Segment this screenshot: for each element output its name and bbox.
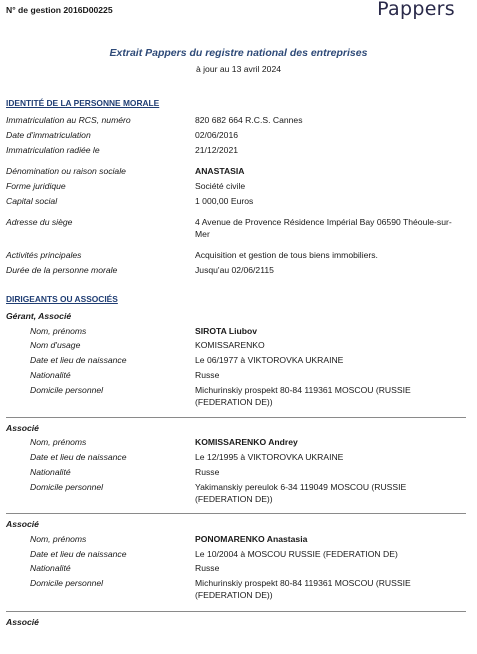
document-title: Extrait Pappers du registre national des entreprises (109, 47, 368, 59)
field-label: Nationalité (30, 467, 71, 477)
group-role: Associé (6, 617, 39, 627)
separator (6, 513, 466, 514)
field-label: Domicile personnel (30, 385, 104, 395)
field-label: Immatriculation au RCS, numéro (6, 115, 131, 125)
field-label: Date et lieu de naissance (30, 452, 127, 462)
field-value: KOMISSARENKO Andrey (195, 437, 298, 447)
field-value: Jusqu'au 02/06/2115 (195, 265, 274, 275)
field-value: Yakimanskiy pereulok 6-34 119049 MOSCOU (RUSSIE (FEDERATION DE)) (195, 482, 407, 504)
field-value: Le 10/2004 à MOSCOU RUSSIE (FEDERATION DE) (195, 549, 398, 559)
field-label: Capital social (6, 196, 58, 206)
field-label: Domicile personnel (30, 578, 104, 588)
field-label: Nom, prénoms (30, 437, 87, 447)
document-date: à jour au 13 avril 2024 (195, 64, 282, 74)
field-label: Adresse du siège (6, 217, 73, 227)
field-value: Russe (195, 563, 220, 573)
group-role: Associé (6, 423, 39, 433)
field-value: Michurinskiy prospekt 80-84 119361 MOSCOU (RUSSIE (FEDERATION DE)) (195, 385, 411, 407)
field-value: Russe (195, 467, 220, 477)
section-identite-title: IDENTITÉ DE LA PERSONNE MORALE (6, 98, 160, 108)
group-role: Gérant, Associé (6, 311, 72, 321)
field-value: ANASTASIA (195, 166, 245, 176)
field-label: Activités principales (6, 250, 82, 260)
field-label: Nom, prénoms (30, 534, 87, 544)
field-value: PONOMARENKO Anastasia (195, 534, 308, 544)
separator (6, 611, 466, 612)
field-label: Forme juridique (6, 181, 66, 191)
field-value: 1 000,00 Euros (195, 196, 254, 206)
field-value: 21/12/2021 (195, 145, 239, 155)
doc-number: N° de gestion 2016D00225 (6, 5, 113, 15)
field-value: Société civile (195, 181, 246, 191)
field-value: Le 06/1977 à VIKTOROVKA UKRAINE (195, 355, 344, 365)
field-value: Acquisition et gestion de tous biens immobiliers. (195, 250, 378, 260)
field-value: 02/06/2016 (195, 130, 239, 140)
field-label: Date et lieu de naissance (30, 549, 127, 559)
group-role: Associé (6, 519, 39, 529)
field-label: Nom d'usage (30, 340, 81, 350)
field-value: SIROTA Liubov (195, 326, 258, 336)
field-label: Nom, prénoms (30, 326, 87, 336)
field-label: Nationalité (30, 370, 71, 380)
field-value: 4 Avenue de Provence Résidence Impérial Bay 06590 Théoule-sur-Mer (195, 217, 452, 239)
field-value: 820 682 664 R.C.S. Cannes (195, 115, 303, 125)
field-value: Russe (195, 370, 220, 380)
field-value: Michurinskiy prospekt 80-84 119361 MOSCOU (RUSSIE (FEDERATION DE)) (195, 578, 411, 600)
section-dirigeants-title: DIRIGEANTS OU ASSOCIÉS (6, 294, 118, 304)
field-label: Date d'immatriculation (6, 130, 91, 140)
field-value: Le 12/1995 à VIKTOROVKA UKRAINE (195, 452, 344, 462)
field-label: Dénomination ou raison sociale (6, 166, 126, 176)
pappers-logo: Pappers (377, 0, 455, 20)
field-label: Nationalité (30, 563, 71, 573)
field-label: Date et lieu de naissance (30, 355, 127, 365)
field-label: Immatriculation radiée le (6, 145, 100, 155)
field-label: Durée de la personne morale (6, 265, 118, 275)
field-label: Domicile personnel (30, 482, 104, 492)
field-value: KOMISSARENKO (195, 340, 265, 350)
separator (6, 417, 466, 418)
